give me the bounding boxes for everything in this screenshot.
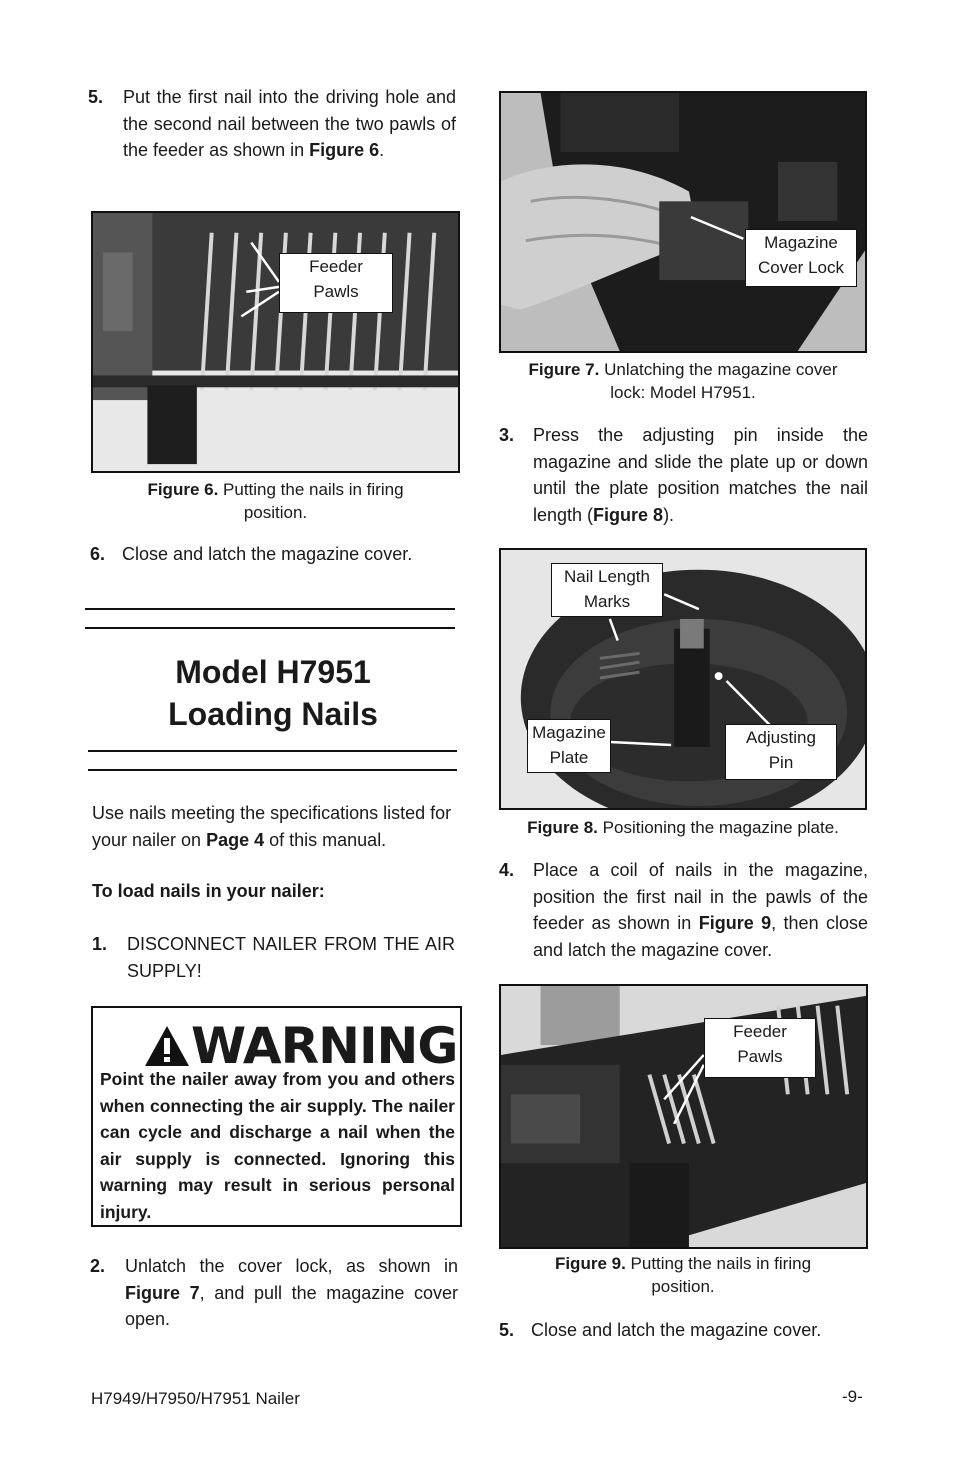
warning-box: [91, 1006, 462, 1227]
step-4: [499, 857, 868, 963]
figure-6-image: [91, 211, 460, 473]
section-rule-bottom-2: [88, 769, 457, 771]
step-number: 5.: [499, 1320, 515, 1340]
section-rule-bottom-1: [88, 750, 457, 752]
step-number: 1.: [92, 934, 108, 954]
warning-title: WARNING: [191, 1017, 458, 1075]
step-text: Put the first nail into the driving hole and the second nail between the two pawls of the feeder as shown in Figure 6.: [123, 87, 456, 160]
figure-7-image: [499, 91, 867, 353]
footer-model: H7949/H7950/H7951 Nailer: [91, 1389, 300, 1408]
load-nails-subheading: To load nails in your nailer:: [92, 881, 325, 901]
step-text: Unlatch the cover lock, as shown in Figure 7, and pull the magazine cover open.: [125, 1256, 458, 1329]
step-text: Close and latch the magazine cover.: [531, 1320, 822, 1340]
figure-8-image: [499, 548, 867, 810]
step-text: Place a coil of nails in the magazine, position the first nail in the pawls of the feeder as shown in Figure 9, then close and latch the magazine cover.: [533, 860, 869, 960]
step-number: 2.: [90, 1256, 106, 1276]
figure-7-caption: Figure 7. Unlatching the magazine cover lock: Model H7951.: [528, 360, 838, 402]
warning-triangle-icon: [143, 1024, 191, 1068]
step-1: [92, 931, 458, 984]
step-number: 3.: [499, 425, 515, 445]
nail-length-marks-callout: Nail Length Marks: [551, 563, 663, 617]
feeder-pawls-callout: Feeder Pawls: [704, 1018, 816, 1078]
step-6: [90, 541, 460, 568]
magazine-plate-callout: Magazine Plate: [527, 719, 611, 773]
step-text: Close and latch the magazine cover.: [122, 544, 413, 564]
section-rule-top-1: [85, 608, 455, 610]
step-5-right: [499, 1317, 868, 1344]
feeder-pawls-callout: Feeder Pawls: [279, 253, 393, 313]
figure-9-caption: Figure 9. Putting the nails in firing position.: [554, 1254, 812, 1296]
step-5: [88, 84, 458, 164]
step-2: [90, 1253, 460, 1333]
adjusting-pin-callout: Adjusting Pin: [725, 724, 837, 780]
figure-6-caption: Figure 6. Putting the nails in firing position.: [147, 480, 404, 522]
magazine-cover-lock-callout: Magazine Cover Lock: [745, 229, 857, 287]
step-number: 6.: [90, 544, 106, 564]
step-text: DISCONNECT NAILER FROM THE AIR SUPPLY!: [127, 934, 455, 981]
figure-9-image: [499, 984, 868, 1249]
step-number: 4.: [499, 860, 515, 880]
step-text: Press the adjusting pin inside the magazine and slide the plate up or down until the plate position matches the nail length (Figure 8).: [533, 425, 868, 525]
warning-text: Point the nailer away from you and others when connecting the air supply. The nailer can cycle and discharge a nail when the air supply is connected. Ignoring this warning may result in serious personal injury.: [100, 1069, 455, 1222]
section-rule-top-2: [85, 627, 455, 629]
footer-page-number: -9-: [842, 1387, 863, 1406]
figure-8-caption: Figure 8. Positioning the magazine plate.: [527, 818, 839, 837]
section-title: Model H7951 Loading Nails: [168, 654, 378, 732]
intro-paragraph: Use nails meeting the specifications listed for your nailer on Page 4 of this manual.: [92, 803, 452, 850]
step-3: [499, 422, 868, 528]
step-number: 5.: [88, 87, 104, 107]
